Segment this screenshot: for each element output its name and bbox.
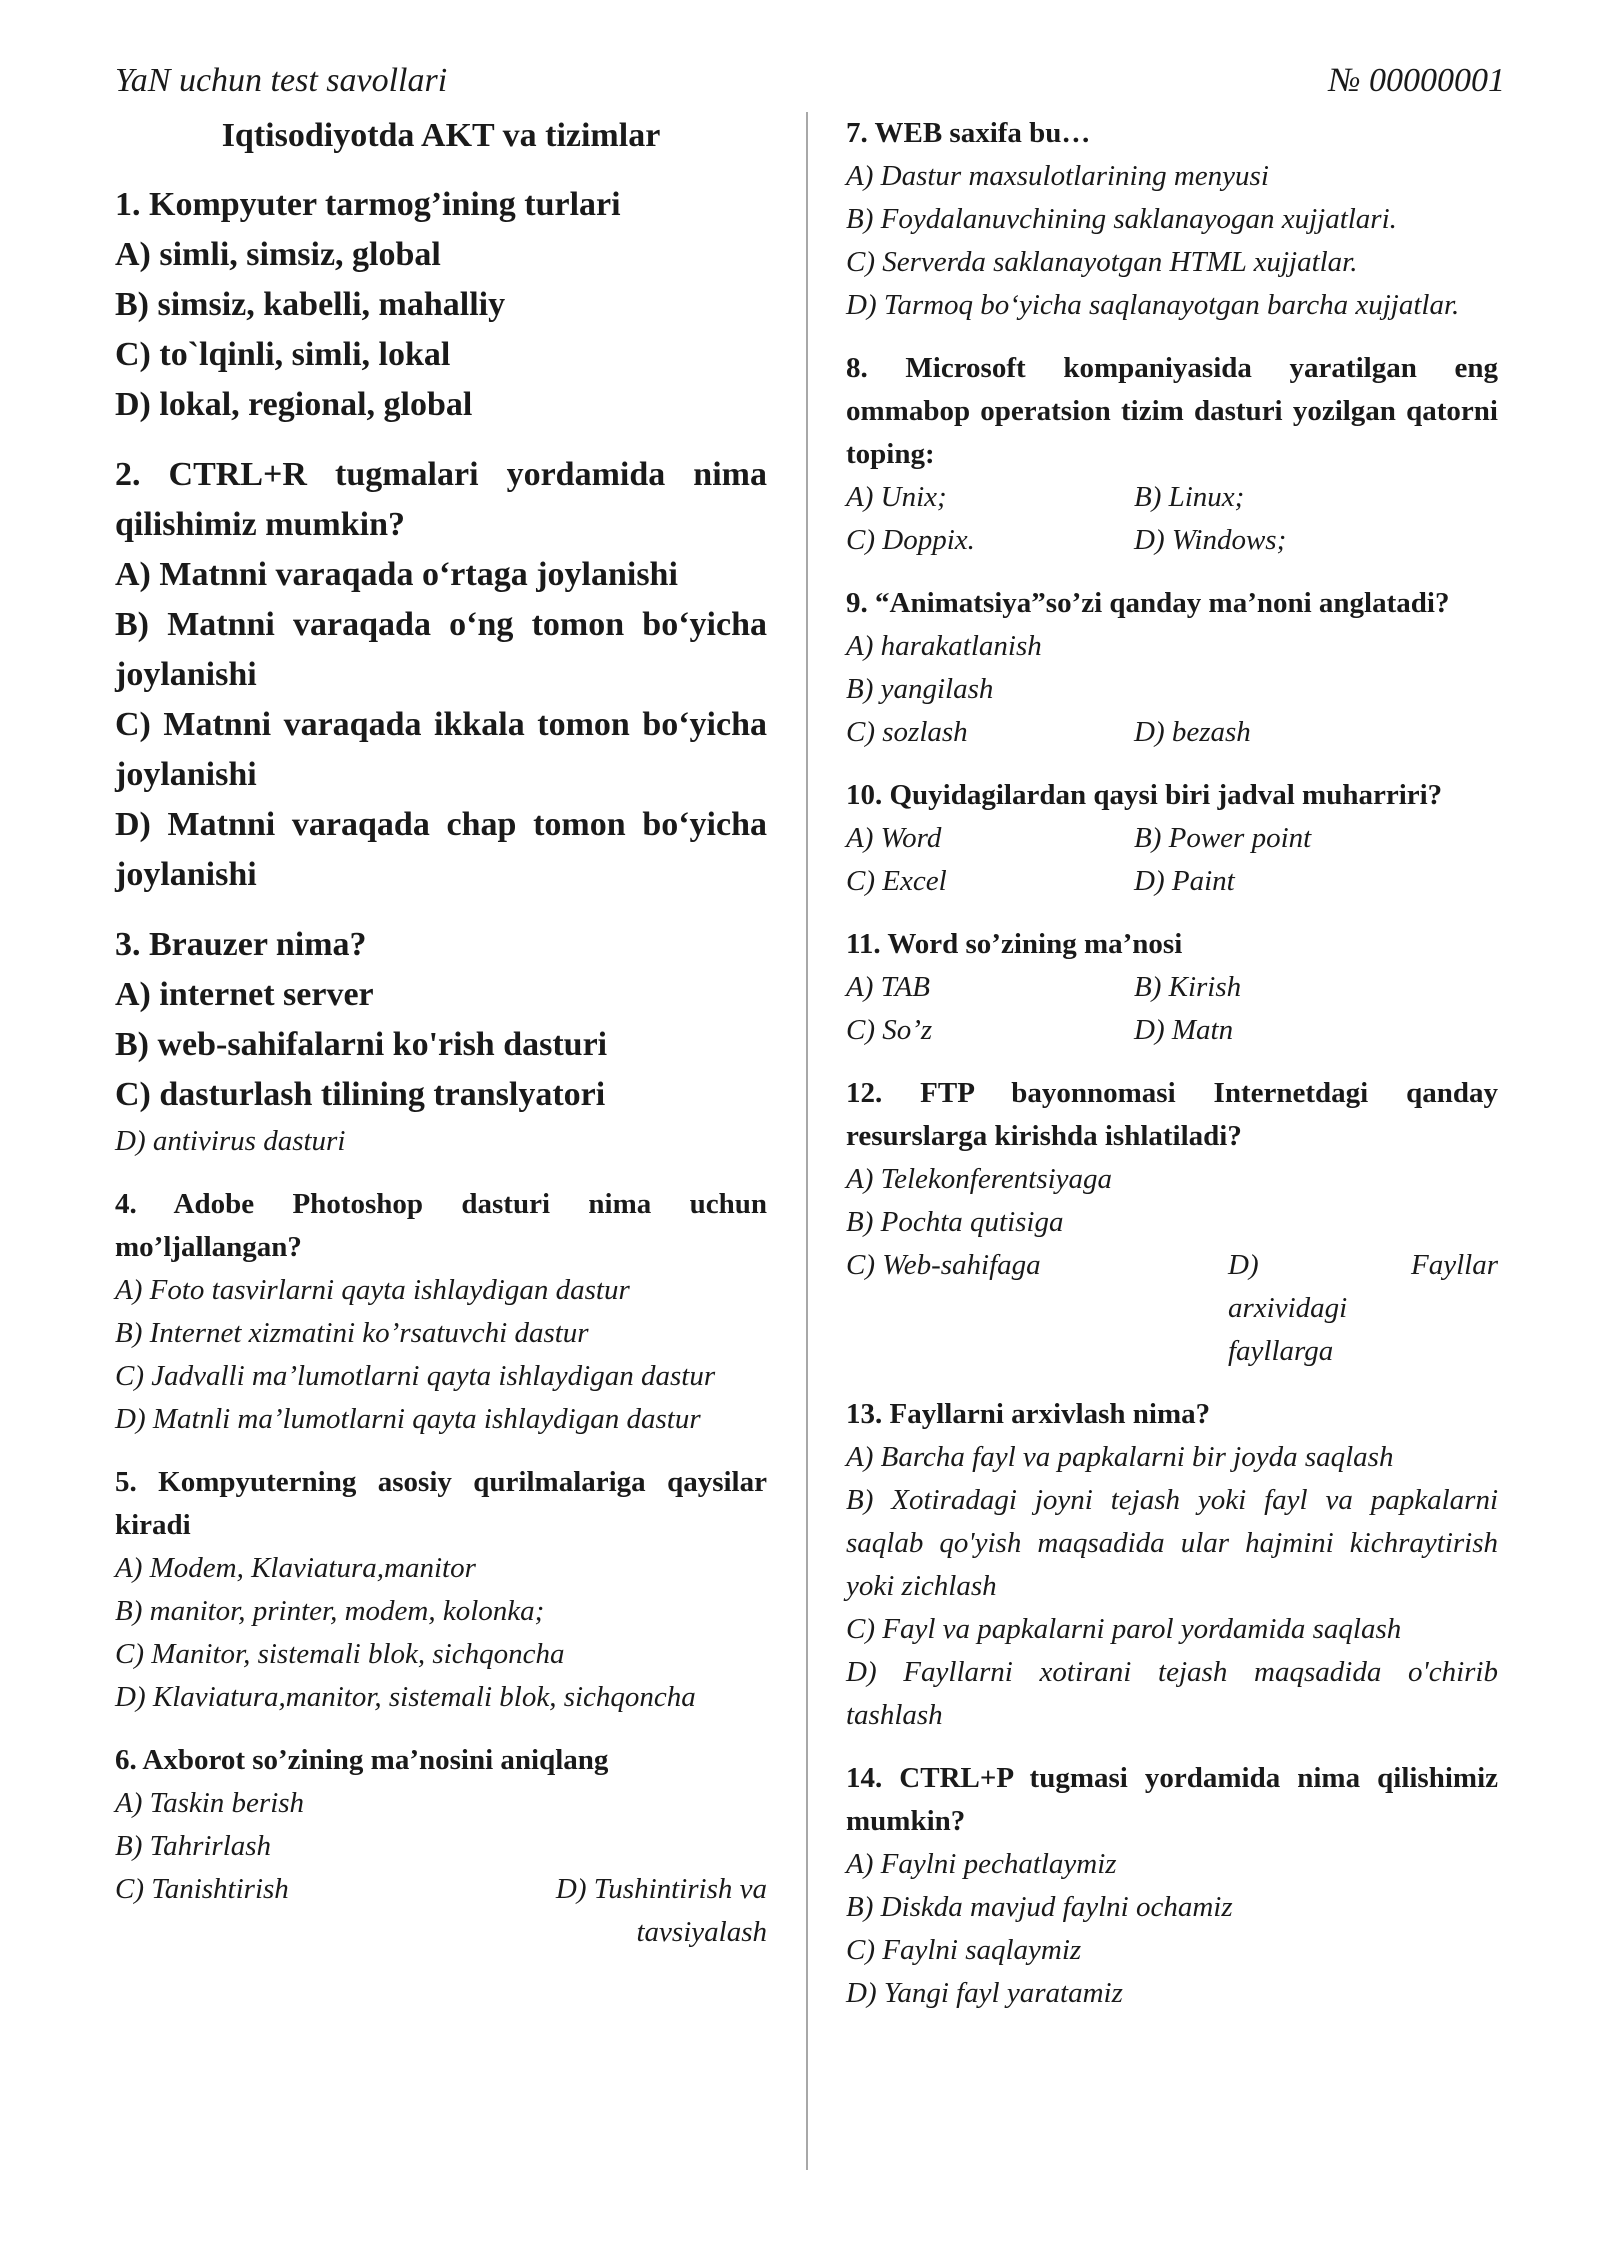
answer-c: C) dasturlash tilining translyatori xyxy=(115,1076,606,1113)
answer-a: A) Foto tasvirlarni qayta ishlaydigan dastur xyxy=(115,1274,630,1306)
header-left-text: YaN uchun test savollari xyxy=(115,62,448,99)
answer-b: B) Power point xyxy=(1134,822,1312,854)
answer-c: C) Manitor, sistemali blok, sichqoncha xyxy=(115,1638,565,1670)
answer-b: B) yangilash xyxy=(846,673,994,705)
question-text: 7. WEB saxifa bu… xyxy=(846,117,1091,149)
answer-row xyxy=(846,1009,1498,1052)
answer-row xyxy=(846,860,1498,903)
answer-b: B) Diskda mavjud faylni ochamiz xyxy=(846,1891,1233,1923)
answer-row xyxy=(115,1868,767,1954)
answer-d: D) Matnli ma’lumotlarni qayta ishlaydigan dastur xyxy=(115,1403,701,1435)
answer-a: A) harakatlanish xyxy=(846,630,1042,662)
answer-row xyxy=(846,817,1498,860)
answer-c: C) Fayl va papkalarni parol yordamida saqlash xyxy=(846,1613,1402,1645)
answer-d: D) Yangi fayl yaratamiz xyxy=(846,1977,1123,2009)
answer-a: A) Taskin berish xyxy=(115,1787,305,1819)
answer-row xyxy=(846,711,1498,754)
question-3 xyxy=(115,920,767,1163)
answer-b: B) Matnni varaqada o‘ng tomon bo‘yicha joylanishi xyxy=(115,606,767,693)
answer-d: D) Tushintirish va tavsiyalash xyxy=(555,1873,767,1948)
question-text: 8. Microsoft kompaniyasida yaratilgan eng ommabop operatsion tizim dasturi yozilgan qatorni toping: xyxy=(846,352,1498,470)
answer-a: A) Matnni varaqada o‘rtaga joylanishi xyxy=(115,556,678,593)
answer-c: C) Excel xyxy=(846,865,947,897)
answer-row xyxy=(846,519,1498,562)
question-text: 5. Kompyuterning asosiy qurilmalariga qaysilar kiradi xyxy=(115,1466,767,1541)
question-4 xyxy=(115,1183,767,1441)
question-7 xyxy=(846,112,1498,327)
answer-a: A) Telekonferentsiyaga xyxy=(846,1163,1113,1195)
answer-b: B) simsiz, kabelli, mahalliy xyxy=(115,286,506,323)
answer-a: A) Word xyxy=(846,822,942,854)
answer-b: B) Pochta qutisiga xyxy=(846,1206,1064,1238)
right-column xyxy=(846,112,1498,2035)
answer-c: C) Matnni varaqada ikkala tomon bo‘yicha joylanishi xyxy=(115,706,767,793)
answer-a: A) simli, simsiz, global xyxy=(115,236,441,273)
answer-d: D) Matn xyxy=(1134,1014,1234,1046)
question-14 xyxy=(846,1757,1498,2015)
answer-b: B) Linux; xyxy=(1134,481,1245,513)
question-text: 14. CTRL+P tugmasi yordamida nima qilishimiz mumkin? xyxy=(846,1762,1498,1837)
answer-a: A) Unix; xyxy=(846,481,947,513)
answer-b: B) web-sahifalarni ko'rish dasturi xyxy=(115,1026,608,1063)
question-5 xyxy=(115,1461,767,1719)
question-13 xyxy=(846,1393,1498,1737)
answer-b: B) Kirish xyxy=(1134,971,1242,1003)
answer-b: B) manitor, printer, modem, kolonka; xyxy=(115,1595,545,1627)
question-2 xyxy=(115,450,767,900)
question-text: 9. “Animatsiya”so’zi qanday ma’noni anglatadi? xyxy=(846,587,1450,619)
answer-b: B) Internet xizmatini ko’rsatuvchi dastur xyxy=(115,1317,589,1349)
answer-d: D) bezash xyxy=(1134,716,1251,748)
answer-b: B) Tahrirlash xyxy=(115,1830,272,1862)
question-6 xyxy=(115,1739,767,1954)
answer-row xyxy=(846,1244,1498,1373)
question-text: 13. Fayllarni arxivlash nima? xyxy=(846,1398,1211,1430)
answer-a: A) Dastur maxsulotlarining menyusi xyxy=(846,160,1269,192)
answer-a: A) TAB xyxy=(846,971,931,1003)
question-text: 12. FTP bayonnomasi Internetdagi qanday resurslarga kirishda ishlatiladi? xyxy=(846,1077,1498,1152)
answer-c: C) sozlash xyxy=(846,716,968,748)
document-number: № 00000001 xyxy=(1328,62,1505,99)
answer-c: C) Tanishtirish xyxy=(115,1873,289,1905)
answer-c: C) So’z xyxy=(846,1014,933,1046)
question-text: 6. Axborot so’zining ma’nosini aniqlang xyxy=(115,1744,609,1776)
answer-row xyxy=(846,476,1498,519)
answer-d: D) Fayllarni xotirani tejash maqsadida o'chirib tashlash xyxy=(846,1656,1498,1731)
question-11 xyxy=(846,923,1498,1052)
left-column xyxy=(115,112,767,1974)
answer-a: A) Faylni pechatlaymiz xyxy=(846,1848,1117,1880)
question-text: 4. Adobe Photoshop dasturi nima uchun mo’ljallangan? xyxy=(115,1188,767,1263)
answer-d: D) Fayllar arxividagi fayllarga xyxy=(1228,1249,1498,1367)
question-10 xyxy=(846,774,1498,903)
answer-d: D) Klaviatura,manitor, sistemali blok, sichqoncha xyxy=(115,1681,696,1713)
answer-c: C) Faylni saqlaymiz xyxy=(846,1934,1082,1966)
answer-a: A) Barcha fayl va papkalarni bir joyda saqlash xyxy=(846,1441,1394,1473)
document-title: Iqtisodiyotda AKT va tizimlar xyxy=(221,117,661,154)
question-12 xyxy=(846,1072,1498,1373)
question-9 xyxy=(846,582,1498,754)
question-text: 10. Quyidagilardan qaysi biri jadval muharriri? xyxy=(846,779,1443,811)
answer-c: C) to`lqinli, simli, lokal xyxy=(115,336,451,373)
answer-row xyxy=(846,966,1498,1009)
answer-b: B) Foydalanuvchining saklanayogan xujjatlari. xyxy=(846,203,1397,235)
answer-c: C) Jadvalli ma’lumotlarni qayta ishlaydigan dastur xyxy=(115,1360,716,1392)
answer-d: D) lokal, regional, global xyxy=(115,386,473,423)
question-8 xyxy=(846,347,1498,562)
answer-d: D) antivirus dasturi xyxy=(115,1125,346,1157)
question-text: 2. CTRL+R tugmalari yordamida nima qilishimiz mumkin? xyxy=(115,456,767,543)
question-text: 11. Word so’zining ma’nosi xyxy=(846,928,1183,960)
column-divider xyxy=(806,112,808,2170)
answer-d: D) Tarmoq bo‘yicha saqlanayotgan barcha xujjatlar. xyxy=(846,289,1460,321)
answer-b: B) Xotiradagi joyni tejash yoki fayl va papkalarni saqlab qo'yish maqsadida ular hajmini kichraytirish yoki zichlash xyxy=(846,1484,1498,1602)
answer-a: A) Modem, Klaviatura,manitor xyxy=(115,1552,476,1584)
question-1 xyxy=(115,180,767,430)
answer-c: C) Web-sahifaga xyxy=(846,1249,1041,1281)
answer-d: D) Matnni varaqada chap tomon bo‘yicha joylanishi xyxy=(115,806,767,893)
question-text: 3. Brauzer nima? xyxy=(115,926,367,963)
answer-c: C) Doppix. xyxy=(846,524,975,556)
answer-d: D) Paint xyxy=(1134,865,1235,897)
question-text: 1. Kompyuter tarmog’ining turlari xyxy=(115,186,621,223)
answer-c: C) Serverda saklanayotgan HTML xujjatlar. xyxy=(846,246,1358,278)
answer-a: A) internet server xyxy=(115,976,374,1013)
answer-d: D) Windows; xyxy=(1134,524,1287,556)
